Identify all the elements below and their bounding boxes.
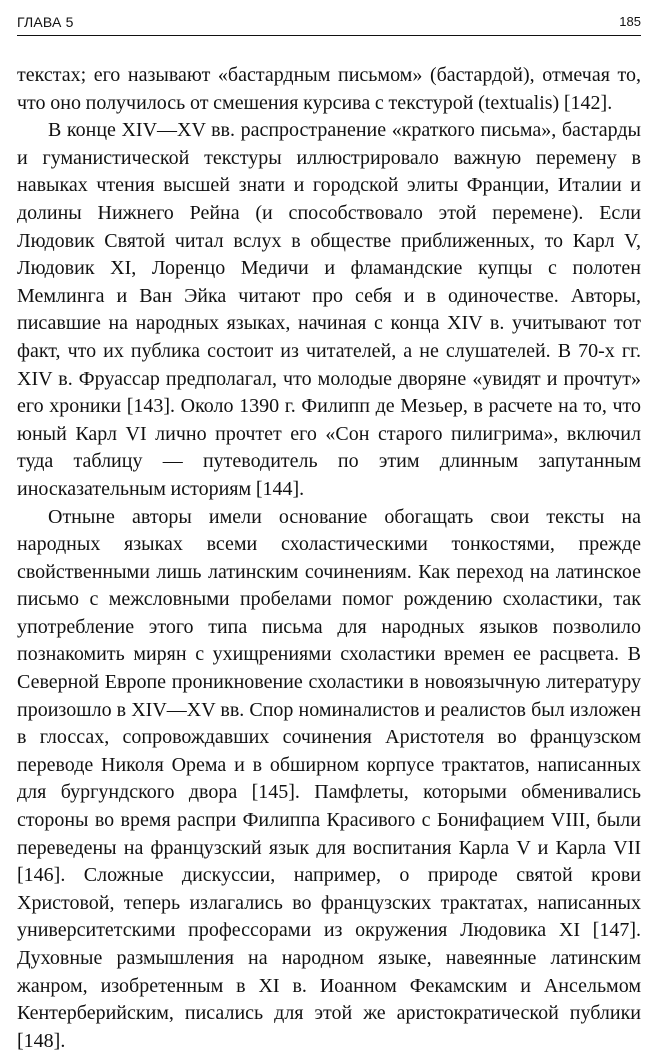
paragraph: В конце XIV—XV вв. распространение «краткого письма», бастарды и гуманистической текстуры иллюстрировало важную перемену в навыках чтения высшей знати и городской элиты Франции, Италии и долины Нижнего Рейна (и способствовало этой перемене). Если Людовик Святой читал вслух в обществе приближенных, то Карл V, Людовик XI, Лоренцо Медичи и фламандские купцы с полотен Мемлинга и Ван Эйка читают про себя и в одиночестве. Авторы, писавшие на народных языках, начиная с конца XIV в. учитывают тот факт, что их публика состоит из читателей, а не слушателей. В 70-х гг. XIV в. Фруассар предполагал, что молодые дворяне «увидят и прочтут» его хроники [143]. Около 1390 г. Филипп де Мезьер, в расчете на то, что юный Карл VI лично прочтет его «Сон старого пилигрима», включил туда таблицу — путеводитель по этим длинным запутанным иносказательным историям [144]. — [17, 119, 641, 500]
chapter-title: ГЛАВА 5 — [17, 14, 74, 30]
running-head — [17, 13, 641, 36]
paragraph: Отныне авторы имели основание обогащать свои тексты на народных языках всеми схоластическими тонкостями, прежде свойственными лишь латинским сочинениям. Как переход на латинское письмо с межсловными пробелами помог рождению схоластики, так употребление этого типа письма для народных языков позволило познакомить мирян с ухищрениями схоластики времен ее расцвета. В Северной Европе проникновение схоластики в новоязычную литературу произошло в XIV—XV вв. Спор номиналистов и реалистов был изложен в глоссах, сопровождавших сочинения Аристотеля во французском переводе Николя Орема и в обширном корпусе трактатов, написанных для бургундского двора [145]. Памфлеты, которыми обменивались стороны во время распри Филиппа Красивого с Бонифацием VIII, были переведены на французский язык для воспитания Карла V и Карла VII [146]. Сложные дискуссии, например, о природе святой крови Христовой, теперь излагались во французских трактатах, написанных университетскими профессорами из окружения Людовика XI [147]. Духовные размышления на народном языке, навеянные латинским жанром, изобретенным в XI в. Иоанном Фекамским и Ансельмом Кентерберийским, писались для этой же аристократической публики [148]. — [17, 505, 641, 1052]
paragraph-continued: текстах; его называют «бастардным письмом» (бастардой), отмечая то, что оно получилось от смешения курсива с текстурой (textualis) [142]. — [17, 64, 641, 114]
page-number: 185 — [619, 14, 641, 29]
body-text — [17, 62, 641, 1055]
